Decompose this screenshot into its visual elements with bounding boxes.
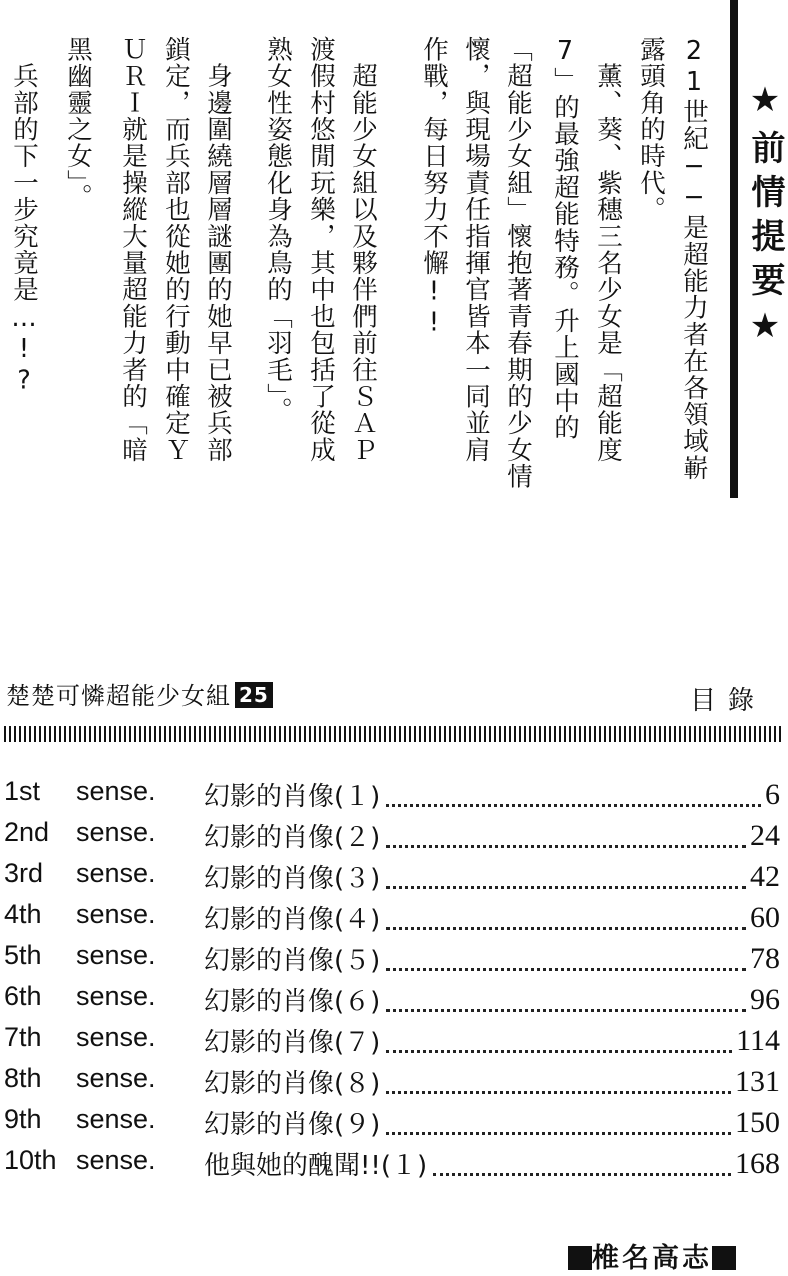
toc-leader-dots	[386, 782, 761, 807]
synopsis-column: 熟女性姿態化身為鳥的「羽毛」。	[263, 36, 293, 424]
synopsis-column: 渡假村悠閒玩樂，其中也包括了從成	[306, 36, 336, 464]
toc-label: 目錄	[690, 686, 767, 716]
toc-page-number: 24	[750, 819, 780, 852]
toc-divider	[4, 726, 784, 742]
toc-page-number: 78	[750, 942, 780, 975]
volume-badge: 25	[235, 682, 273, 708]
toc-chapter-number: 10th	[4, 1145, 57, 1175]
toc-chapter-sense: sense.	[76, 1145, 156, 1175]
synopsis-column: 懷，與現場責任指揮官皆本一同並肩	[461, 36, 491, 464]
author-name: 椎名高志	[592, 1243, 712, 1274]
toc-page-number: 131	[735, 1065, 780, 1098]
toc-chapter-sense: sense.	[76, 1063, 156, 1093]
toc-chapter-sense: sense.	[76, 817, 156, 847]
toc-page-number: 96	[750, 983, 780, 1016]
toc-chapter-title: 幻影的肖像(６)	[204, 987, 381, 1017]
toc-chapter-label	[4, 858, 200, 889]
synopsis-column: 薰、葵、紫穗三名少女是「超能度	[593, 36, 623, 464]
toc-leader-dots	[433, 1151, 731, 1176]
toc-chapter-sense: sense.	[76, 940, 156, 970]
toc-leader-dots	[386, 987, 746, 1012]
toc-chapter-label	[4, 1063, 200, 1094]
toc-page-number: 6	[765, 778, 780, 811]
toc-chapter-label	[4, 817, 200, 848]
toc-chapter-number: 3rd	[4, 858, 44, 888]
toc-chapter-title: 幻影的肖像(１)	[204, 782, 381, 812]
synopsis-column: 「超能少女組」懷抱著青春期的少女情	[503, 36, 533, 490]
toc-chapter-label	[4, 776, 200, 807]
toc-chapter-label	[4, 940, 200, 971]
toc-entry	[0, 895, 788, 935]
book-title-text: 楚楚可憐超能少女組	[6, 682, 231, 710]
toc-entry	[0, 813, 788, 853]
toc-entry	[0, 854, 788, 894]
author-credit	[568, 1236, 736, 1275]
synopsis-column: 21世紀──是超能力者在各領域嶄	[679, 36, 709, 482]
toc-chapter-sense: sense.	[76, 981, 156, 1011]
toc-chapter-title: 幻影的肖像(５)	[204, 946, 381, 976]
synopsis-column: 露頭角的時代。	[636, 36, 666, 223]
toc-entry	[0, 936, 788, 976]
synopsis-column: 超能少女組以及夥伴們前往ＳＡＰ	[348, 36, 378, 464]
synopsis-column: 鎖定，而兵部也從她的行動中確定Ｙ	[161, 36, 191, 464]
toc-chapter-label	[4, 899, 200, 930]
synopsis-section	[0, 0, 788, 520]
toc-chapter-title: 幻影的肖像(７)	[204, 1028, 381, 1058]
toc-leader-dots	[386, 1069, 731, 1094]
toc-chapter-label	[4, 1145, 200, 1176]
toc-entry	[0, 977, 788, 1017]
toc-chapter-title: 幻影的肖像(３)	[204, 864, 381, 894]
toc-page-number: 114	[736, 1024, 780, 1057]
toc-chapter-number: 9th	[4, 1104, 42, 1134]
toc-entry	[0, 1100, 788, 1140]
toc-page-number: 42	[750, 860, 780, 893]
toc-chapter-label	[4, 1104, 200, 1135]
synopsis-column: 作戰，每日努力不懈!!	[419, 36, 449, 339]
toc-chapter-number: 1st	[4, 776, 41, 806]
toc-leader-dots	[386, 946, 746, 971]
synopsis-column: 黑幽靈之女」。	[63, 36, 93, 211]
toc-leader-dots	[386, 1110, 731, 1135]
synopsis-header-title: ★前情提要★	[745, 80, 785, 356]
toc-chapter-title: 幻影的肖像(４)	[204, 905, 381, 935]
toc-leader-dots	[386, 823, 746, 848]
toc-chapter-sense: sense.	[76, 1104, 156, 1134]
toc-chapter-number: 2nd	[4, 817, 50, 847]
toc-entry	[0, 1018, 788, 1058]
toc-page-number: 150	[735, 1106, 780, 1139]
toc-chapter-label	[4, 981, 200, 1012]
toc-page-number: 168	[735, 1147, 780, 1180]
black-square-icon	[712, 1246, 736, 1270]
toc-entry	[0, 772, 788, 812]
toc-page-number: 60	[750, 901, 780, 934]
toc-entry	[0, 1141, 788, 1181]
toc-chapter-title: 幻影的肖像(８)	[204, 1069, 381, 1099]
toc-leader-dots	[386, 1028, 732, 1053]
book-title	[6, 676, 273, 711]
toc-chapter-title: 幻影的肖像(９)	[204, 1110, 381, 1140]
header-divider-bar	[730, 0, 738, 498]
toc-chapter-number: 5th	[4, 940, 42, 970]
toc-chapter-sense: sense.	[76, 776, 156, 806]
toc-chapter-title: 他與她的醜聞!!(１)	[204, 1151, 428, 1181]
toc-chapter-sense: sense.	[76, 858, 156, 888]
toc-leader-dots	[386, 905, 746, 930]
toc-leader-dots	[386, 864, 746, 889]
toc-chapter-title: 幻影的肖像(２)	[204, 823, 381, 853]
toc-chapter-number: 8th	[4, 1063, 42, 1093]
synopsis-column: 7」的最強超能特務。升上國中的	[550, 36, 580, 441]
toc-chapter-number: 7th	[4, 1022, 42, 1052]
toc-chapter-sense: sense.	[76, 899, 156, 929]
synopsis-column: ＵＲＩ就是操縱大量超能力者的「暗	[118, 36, 148, 464]
synopsis-header	[730, 0, 788, 498]
toc-chapter-label	[4, 1022, 200, 1053]
toc-chapter-sense: sense.	[76, 1022, 156, 1052]
black-square-icon	[568, 1246, 592, 1270]
toc-chapter-number: 6th	[4, 981, 42, 1011]
synopsis-column: 兵部的下一步究竟是…!?	[9, 36, 39, 397]
toc-entry	[0, 1059, 788, 1099]
synopsis-column: 身邊圍繞層層謎團的她早已被兵部	[203, 36, 233, 464]
toc-chapter-number: 4th	[4, 899, 42, 929]
